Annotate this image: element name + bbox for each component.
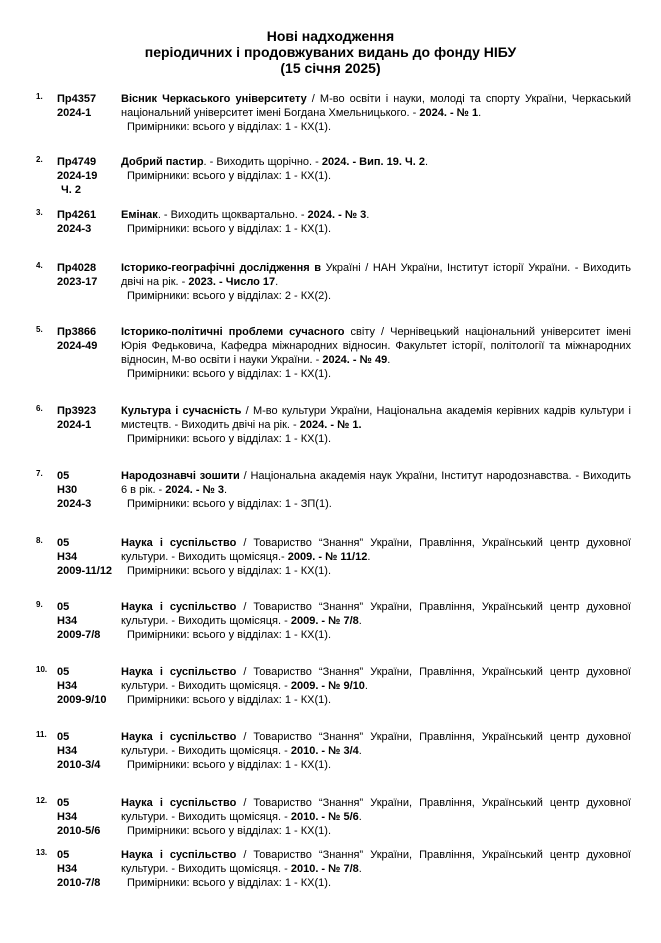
record-end: .	[478, 107, 482, 119]
record-end: .	[275, 276, 279, 288]
shelf-code-line: Пр4028	[57, 262, 97, 274]
entry-number: 3.	[36, 208, 43, 217]
issue-info: 2024. - Вип. 19. Ч. 2	[321, 156, 425, 168]
issue-info: 2024. - № 3	[307, 209, 367, 221]
shelf-code-line: Н34	[57, 551, 78, 563]
entry-number: 4.	[36, 261, 43, 270]
publication-title: Наука і суспільство	[121, 797, 237, 809]
bibliographic-record	[121, 261, 631, 289]
entry-description	[121, 796, 631, 838]
publication-details: . - Виходить щорічно. -	[203, 156, 322, 168]
entry-description	[121, 469, 631, 511]
issue-info: 2010. - № 3/4	[290, 745, 359, 757]
publication-title: Добрий пастир	[121, 156, 204, 168]
publication-details: Україні / НАН України, Інститут історії України. - Виходить двічі на рік. -	[121, 262, 631, 288]
shelf-code-line: 2024-1	[57, 419, 92, 431]
publication-details: світу / Чернівецький національний університет імені Юрія Федьковича, Кафедра міжнародних відносин. Факультет історії, політології та міжнародних відносин, М-во освіти і науки України. -	[121, 326, 631, 366]
entry-description	[121, 155, 631, 183]
issue-info: 2009. - № 7/8	[290, 615, 359, 627]
entry-description	[121, 848, 631, 890]
issue-info: 2009. - № 11/12	[287, 551, 368, 563]
copies-info: Примірники: всього у відділах: 1 - КХ(1).	[127, 433, 332, 445]
publication-title: Емінак	[121, 209, 158, 221]
shelf-code-line: Пр3923	[57, 405, 97, 417]
bibliographic-record	[121, 208, 631, 222]
record-end: .	[358, 811, 362, 823]
shelf-code	[57, 796, 123, 838]
publication-title: Народознавчі зошити	[121, 470, 240, 482]
shelf-code-line: 05	[57, 797, 70, 809]
header-subtitle: періодичних і продовжуваних видань до фонду НІБУ	[144, 44, 517, 60]
entry-number: 13.	[36, 848, 48, 857]
shelf-code	[57, 261, 123, 289]
entry-number: 7.	[36, 469, 43, 478]
header-title: Нові надходження	[266, 28, 395, 44]
record-end: .	[358, 615, 362, 627]
record-end: .	[424, 156, 429, 168]
shelf-code-line: 2024-3	[57, 223, 92, 235]
shelf-code-line: Пр3866	[57, 326, 97, 338]
entry-number: 8.	[36, 536, 43, 545]
shelf-code-line: 2024-3	[57, 498, 92, 510]
shelf-code	[57, 208, 123, 236]
copies-info: Примірники: всього у відділах: 1 - ЗП(1).	[127, 498, 332, 510]
publication-details: / М-во культури України, Національна академія керівних кадрів культури і мистецтв. - Виходить двічі на рік. -	[121, 405, 632, 431]
entry-number: 12.	[36, 796, 48, 805]
shelf-code	[57, 665, 123, 707]
shelf-code	[57, 536, 123, 578]
shelf-code	[57, 155, 123, 197]
entry-description	[121, 730, 631, 772]
issue-info: 2010. - № 7/8	[290, 863, 359, 875]
record-end: .	[367, 551, 371, 563]
entry-description	[121, 536, 631, 578]
entry-number: 11.	[36, 730, 47, 739]
shelf-code-line: Н34	[57, 615, 78, 627]
bibliographic-record	[121, 92, 631, 120]
shelf-code-line: 2009-11/12	[57, 565, 113, 577]
publication-title: Наука і суспільство	[121, 849, 237, 861]
bibliographic-record	[121, 469, 631, 497]
record-end: .	[387, 354, 391, 366]
shelf-code	[57, 848, 123, 890]
shelf-code-line: 2023-17	[57, 276, 98, 288]
entry-description	[121, 325, 631, 381]
issue-info: 2010. - № 5/6	[290, 811, 359, 823]
shelf-code-line: 2010-7/8	[57, 877, 101, 889]
entry-description	[121, 665, 631, 707]
issue-info: 2024. - № 1	[419, 107, 479, 119]
shelf-code-line: 05	[57, 601, 70, 613]
copies-info: Примірники: всього у відділах: 1 - КХ(1).	[127, 121, 332, 133]
issue-info: 2023. - Число 17	[188, 276, 276, 288]
shelf-code	[57, 469, 123, 511]
copies-info: Примірники: всього у відділах: 1 - КХ(1).	[127, 877, 332, 889]
copies-info: Примірники: всього у відділах: 1 - КХ(1).	[127, 694, 332, 706]
entry-description	[121, 208, 631, 236]
copies-info: Примірники: всього у відділах: 2 - КХ(2).	[127, 290, 332, 302]
publication-title: Наука і суспільство	[121, 666, 237, 678]
entry-number: 2.	[36, 155, 43, 164]
copies-info: Примірники: всього у відділах: 1 - КХ(1).	[127, 368, 332, 380]
shelf-code-line: Пр4261	[57, 209, 97, 221]
publication-details: . - Виходить щоквартально. -	[157, 209, 308, 221]
shelf-code-line: 05	[57, 849, 70, 861]
copies-info: Примірники: всього у відділах: 1 - КХ(1).	[127, 759, 332, 771]
shelf-code-line: Пр4749	[57, 156, 97, 168]
publication-title: Наука і суспільство	[121, 601, 237, 613]
publication-title: Наука і суспільство	[121, 537, 237, 549]
bibliographic-record	[121, 665, 631, 693]
entry-description	[121, 404, 631, 446]
publication-details: / Товариство “Знання” України, Правління, Український центр духовної культури. - Виходить щомісяця.-	[121, 537, 631, 563]
record-end: .	[366, 209, 370, 221]
copies-info: Примірники: всього у відділах: 1 - КХ(1).	[127, 825, 332, 837]
publication-details: / Національна академія наук України, Інститут народознавства. - Виходить 6 в рік. -	[121, 470, 631, 496]
issue-info: 2024. - № 3	[165, 484, 225, 496]
issue-info: 2024. - № 1.	[299, 419, 362, 431]
shelf-code-line: Ч. 2	[61, 184, 81, 196]
publication-title: Історико-географічні дослідження в	[121, 262, 322, 274]
publication-title: Історико-політичні проблеми сучасного	[121, 326, 345, 338]
header-date: (15 січня 2025)	[280, 60, 381, 76]
shelf-code	[57, 325, 123, 353]
shelf-code-line: 2009-9/10	[57, 694, 107, 706]
publication-details: / Товариство “Знання” України, Правління, Український центр духовної культури. - Виходить щомісяця. -	[121, 797, 631, 823]
shelf-code-line: Н34	[57, 811, 78, 823]
shelf-code-line: 05	[57, 470, 70, 482]
bibliographic-record	[121, 404, 631, 432]
bibliographic-record	[121, 600, 631, 628]
issue-info: 2009. - № 9/10	[290, 680, 365, 692]
shelf-code-line: Н34	[57, 680, 78, 692]
entry-number: 10.	[36, 665, 48, 674]
shelf-code	[57, 92, 123, 120]
publication-details: / Товариство “Знання” України, Правління, Український центр духовної культури. - Виходить щомісяця. -	[121, 731, 631, 757]
publication-details: / Товариство “Знання” України, Правління, Український центр духовної культури. - Виходить щомісяця. -	[121, 666, 631, 692]
record-end: .	[358, 863, 362, 875]
entry-number: 9.	[36, 600, 43, 609]
entry-number: 6.	[36, 404, 43, 413]
shelf-code	[57, 600, 123, 642]
record-end: .	[364, 680, 368, 692]
shelf-code-line: 2024-1	[57, 107, 92, 119]
shelf-code-line: 05	[57, 537, 70, 549]
copies-info: Примірники: всього у відділах: 1 - КХ(1).	[127, 223, 332, 235]
publication-title: Наука і суспільство	[121, 731, 237, 743]
record-end: .	[224, 484, 228, 496]
bibliographic-record	[121, 848, 631, 876]
bibliographic-record	[121, 796, 631, 824]
bibliographic-record	[121, 155, 631, 169]
publication-title: Культура і сучасність	[121, 405, 242, 417]
shelf-code-line: 2010-3/4	[57, 759, 101, 771]
shelf-code-line: 2009-7/8	[57, 629, 101, 641]
record-end: .	[358, 745, 362, 757]
copies-info: Примірники: всього у відділах: 1 - КХ(1).	[127, 629, 332, 641]
entry-description	[121, 600, 631, 642]
publication-details: / М-во освіти і науки, молоді та спорту України, Черкаський національний університет імені Богдана Хмельницького. -	[121, 93, 631, 119]
entry-description	[121, 261, 631, 303]
bibliographic-record	[121, 536, 631, 564]
entry-description	[121, 92, 631, 134]
entry-number: 5.	[36, 325, 43, 334]
shelf-code-line: 2024-49	[57, 340, 98, 352]
shelf-code-line: Н34	[57, 863, 78, 875]
copies-info: Примірники: всього у відділах: 1 - КХ(1).	[127, 170, 332, 182]
copies-info: Примірники: всього у відділах: 1 - КХ(1).	[127, 565, 332, 577]
bibliographic-record	[121, 730, 631, 758]
publication-title: Вісник Черкаського університету	[121, 93, 307, 105]
publication-details: / Товариство “Знання” України, Правління, Український центр духовної культури. - Виходить щомісяця. -	[121, 601, 631, 627]
shelf-code-line: 05	[57, 731, 70, 743]
shelf-code-line: 2010-5/6	[57, 825, 101, 837]
shelf-code	[57, 404, 123, 432]
shelf-code-line: 2024-19	[57, 170, 98, 182]
shelf-code-line: Н30	[57, 484, 78, 496]
publication-details: / Товариство “Знання” України, Правління, Український центр духовної культури. - Виходить щомісяця. -	[121, 849, 631, 875]
entry-number: 1.	[36, 92, 43, 101]
shelf-code-line: Пр4357	[57, 93, 97, 105]
shelf-code	[57, 730, 123, 772]
shelf-code-line: 05	[57, 666, 70, 678]
shelf-code-line: Н34	[57, 745, 78, 757]
issue-info: 2024. - № 49	[322, 354, 388, 366]
bibliographic-record	[121, 325, 631, 367]
document-header	[0, 28, 661, 76]
